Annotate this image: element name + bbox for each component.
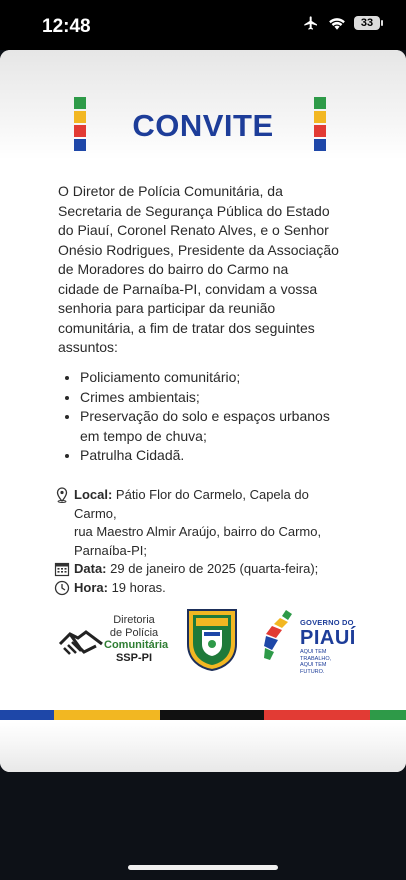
topic-line: • Policiamento comunitário; xyxy=(80,369,241,385)
stripe-black xyxy=(160,710,264,720)
time-row xyxy=(54,579,354,598)
logo-text: SSP-PI xyxy=(115,651,153,664)
community-police-text xyxy=(104,614,169,664)
location-value: Pátio Flor do Carmelo, Capela do Carmo, xyxy=(74,487,309,521)
invitation-card xyxy=(0,50,406,772)
gov-text: GOVERNO DO xyxy=(300,618,354,627)
location-line xyxy=(74,486,354,523)
stripe-yellow xyxy=(54,710,160,720)
stripe-red xyxy=(264,710,370,720)
status-bar xyxy=(0,0,406,50)
logo-text: Comunitária xyxy=(104,639,169,651)
battery-icon: 33 xyxy=(354,16,380,30)
topic-line: em tempo de chuva; xyxy=(80,427,207,444)
wifi-icon xyxy=(328,16,346,30)
time-label: Hora: xyxy=(74,579,108,595)
gov-text: PIAUÍ xyxy=(300,627,356,649)
logo-text: de Polícia xyxy=(109,626,159,639)
body-line: do Piauí, Coronel Renato Alves, e o Senhor xyxy=(58,222,329,238)
gov-slogan xyxy=(300,649,352,675)
location-pin-icon xyxy=(54,487,70,503)
body-line: Secretaria de Segurança Pública do Estado xyxy=(58,202,330,219)
logo-text: Diretoria xyxy=(113,614,155,626)
body-line: de Moradores do bairro do Carmo na xyxy=(58,261,289,277)
body-line: cidade de Parnaíba-PI, convidam a vossa xyxy=(58,280,318,297)
topic-line: • Preservação do solo e espaços urbanos xyxy=(80,408,330,424)
handshake-icon xyxy=(58,618,104,664)
stripe-blue xyxy=(0,710,54,720)
list-item xyxy=(80,446,370,466)
home-indicator[interactable] xyxy=(128,865,278,870)
body-line: assuntos: xyxy=(58,339,118,355)
body-line: O Diretor de Polícia Comunitária, da xyxy=(58,183,283,199)
body-line: senhoria para participar da reunião xyxy=(58,300,276,316)
gov-slogan-line: AQUI TEM TRABALHO, xyxy=(300,649,332,662)
date-label: Data: xyxy=(74,561,107,576)
location-line: Parnaíba-PI; xyxy=(74,542,147,558)
date-row xyxy=(54,560,354,579)
invite-title: CONVITE xyxy=(132,108,274,143)
time-value: 19 horas. xyxy=(111,579,166,595)
community-police-logo xyxy=(58,610,169,670)
gov-slogan-line: AQUI TEM FUTURO. xyxy=(300,662,327,675)
airplane-icon xyxy=(302,15,320,31)
calendar-icon xyxy=(54,561,70,577)
topic-line: • Crimes ambientais; xyxy=(80,388,200,405)
event-info xyxy=(54,486,354,597)
security-secretariat-crest xyxy=(184,606,240,672)
body-line: comunitária, a fim de tratar dos seguintes xyxy=(58,319,315,336)
logos-row xyxy=(0,602,406,682)
piaui-government-logo xyxy=(262,602,358,675)
status-icons xyxy=(302,15,380,31)
list-item xyxy=(80,368,370,388)
clock-icon xyxy=(54,580,70,596)
status-time: 12:48 xyxy=(42,16,91,37)
piaui-state-icon xyxy=(262,608,300,664)
color-stripe xyxy=(0,710,406,720)
location-line: rua Maestro Almir Araújo, bairro do Carmo, xyxy=(74,524,322,539)
topic-list xyxy=(66,368,370,466)
location-row xyxy=(54,486,354,560)
location-label: Local: xyxy=(74,487,113,502)
list-item xyxy=(80,407,370,446)
body-line: Onésio Rodrigues, Presidente da Associação xyxy=(58,241,339,258)
footer-background xyxy=(0,722,406,772)
date-value: 29 de janeiro de 2025 (quarta-feira); xyxy=(110,561,319,576)
invite-body xyxy=(58,182,348,358)
topic-line: • Patrulha Cidadã. xyxy=(80,447,185,463)
list-item xyxy=(80,388,370,408)
stripe-green xyxy=(370,710,406,720)
